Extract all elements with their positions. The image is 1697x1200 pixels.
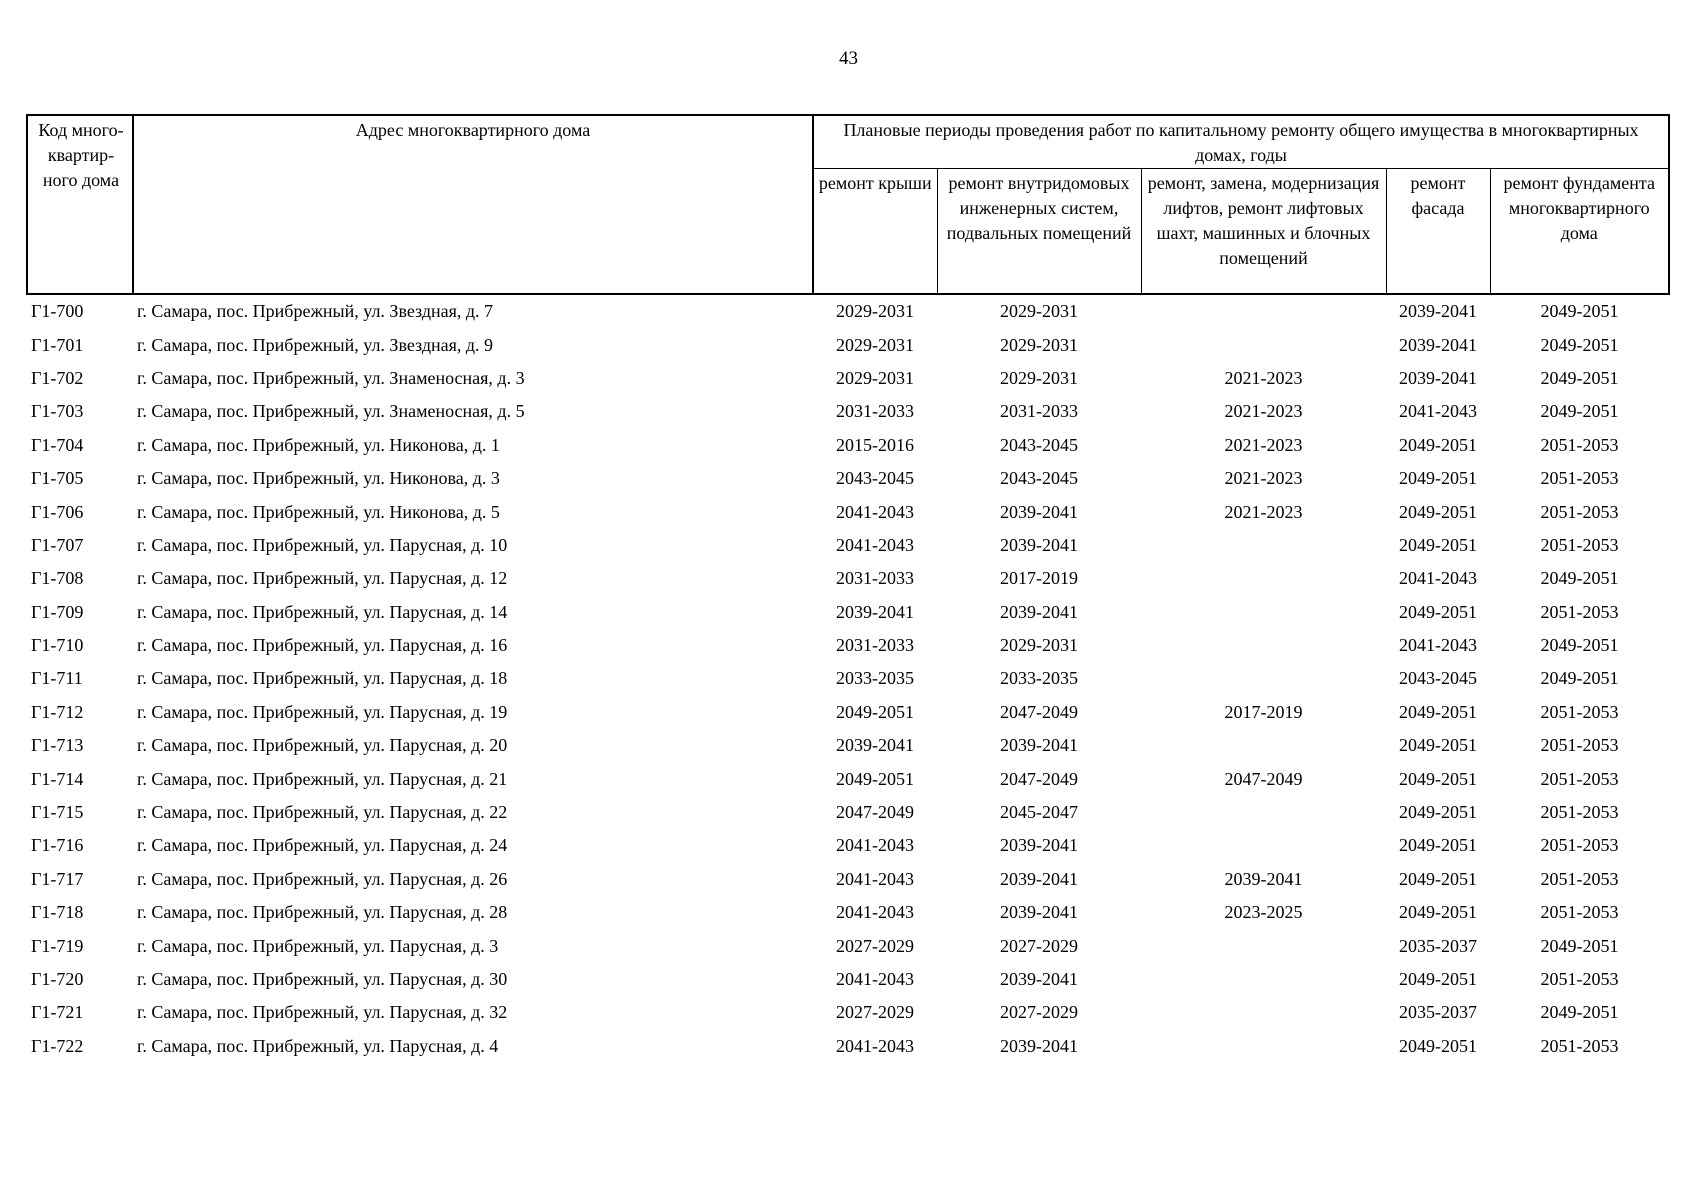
house-code-cell: Г1-709	[31, 601, 84, 622]
foundation-period-cell: 2051-2053	[1540, 701, 1619, 722]
facade-period-cell: 2049-2051	[1399, 802, 1477, 823]
address-cell: г. Самара, пос. Прибрежный, ул. Парусная, д. 26	[137, 868, 508, 889]
roof-period-cell: 2041-2043	[836, 501, 914, 522]
elevator-period-cell	[1141, 596, 1386, 629]
table-row	[27, 762, 1669, 795]
foundation-period-cell: 2049-2051	[1540, 935, 1619, 956]
table-row	[27, 294, 1669, 328]
facade-period-cell: 2049-2051	[1399, 735, 1477, 756]
table-row	[27, 429, 1669, 462]
foundation-period-cell: 2049-2051	[1540, 401, 1619, 422]
roof-period-cell: 2049-2051	[836, 701, 914, 722]
house-code-cell: Г1-722	[31, 1035, 84, 1056]
address-cell: г. Самара, пос. Прибрежный, ул. Парусная, д. 10	[137, 534, 508, 555]
roof-period-cell: 2027-2029	[836, 1002, 914, 1023]
elevator-period-cell: 2017-2019	[1224, 701, 1303, 722]
table-body	[27, 294, 1669, 1063]
table-row	[27, 896, 1669, 929]
house-code-cell: Г1-703	[31, 401, 84, 422]
elevator-period-cell: 2021-2023	[1224, 367, 1303, 388]
engineering-period-cell: 2047-2049	[1000, 768, 1078, 789]
facade-period-cell: 2049-2051	[1399, 534, 1477, 555]
foundation-period-cell: 2049-2051	[1540, 568, 1619, 589]
address-cell: г. Самара, пос. Прибрежный, ул. Никонова, д. 5	[137, 501, 500, 522]
address-cell: г. Самара, пос. Прибрежный, ул. Парусная, д. 20	[137, 735, 508, 756]
house-code-cell: Г1-720	[31, 969, 84, 989]
address-cell: г. Самара, пос. Прибрежный, ул. Никонова, д. 1	[137, 434, 500, 455]
address-cell: г. Самара, пос. Прибрежный, ул. Знаменосная, д. 3	[137, 367, 525, 388]
elevator-period-cell	[1141, 562, 1386, 595]
table-row	[27, 829, 1669, 862]
header-roof: ремонт крыши	[813, 169, 937, 295]
address-cell: г. Самара, пос. Прибрежный, ул. Парусная, д. 21	[137, 768, 508, 789]
address-cell: г. Самара, пос. Прибрежный, ул. Звездная, д. 9	[137, 334, 494, 355]
elevator-period-cell	[1141, 963, 1386, 996]
house-code-cell: Г1-702	[31, 367, 84, 388]
roof-period-cell: 2039-2041	[836, 601, 914, 622]
engineering-period-cell: 2039-2041	[1000, 902, 1078, 923]
facade-period-cell: 2041-2043	[1399, 568, 1477, 589]
engineering-period-cell: 2039-2041	[1000, 868, 1078, 889]
elevator-period-cell: 2021-2023	[1224, 434, 1303, 455]
table-row	[27, 462, 1669, 495]
facade-period-cell: 2049-2051	[1399, 868, 1477, 889]
roof-period-cell: 2029-2031	[836, 334, 914, 355]
facade-period-cell: 2035-2037	[1399, 1002, 1477, 1023]
facade-period-cell: 2035-2037	[1399, 935, 1477, 956]
foundation-period-cell: 2049-2051	[1540, 1002, 1619, 1023]
house-code-cell: Г1-717	[31, 868, 84, 889]
table-header	[27, 115, 1669, 294]
engineering-period-cell: 2031-2033	[1000, 401, 1078, 422]
elevator-period-cell	[1141, 829, 1386, 862]
address-cell: г. Самара, пос. Прибрежный, ул. Парусная, д. 16	[137, 635, 508, 656]
roof-period-cell: 2031-2033	[836, 401, 914, 422]
elevator-period-cell: 2023-2025	[1224, 902, 1303, 923]
elevator-period-cell	[1141, 929, 1386, 962]
roof-period-cell: 2041-2043	[836, 868, 914, 889]
elevator-period-cell	[1141, 662, 1386, 695]
address-cell: г. Самара, пос. Прибрежный, ул. Парусная, д. 14	[137, 601, 508, 622]
engineering-period-cell: 2017-2019	[1000, 568, 1078, 589]
roof-period-cell: 2029-2031	[836, 301, 914, 322]
address-cell: г. Самара, пос. Прибрежный, ул. Парусная, д. 3	[137, 935, 499, 956]
facade-period-cell: 2049-2051	[1399, 701, 1477, 722]
foundation-period-cell: 2049-2051	[1540, 301, 1619, 322]
house-code-cell: Г1-706	[31, 501, 84, 522]
roof-period-cell: 2031-2033	[836, 568, 914, 589]
table-row	[27, 729, 1669, 762]
house-code-cell: Г1-712	[31, 701, 84, 722]
table-row	[27, 495, 1669, 528]
engineering-period-cell: 2029-2031	[1000, 367, 1078, 388]
table-row	[27, 929, 1669, 962]
page-number: 43	[839, 48, 858, 69]
house-code-cell: Г1-701	[31, 334, 84, 355]
table-row	[27, 395, 1669, 428]
table-row	[27, 863, 1669, 896]
house-code-cell: Г1-719	[31, 935, 84, 956]
engineering-period-cell: 2039-2041	[1000, 534, 1078, 555]
house-code-cell: Г1-721	[31, 1002, 84, 1023]
address-cell: г. Самара, пос. Прибрежный, ул. Звездная, д. 7	[137, 301, 494, 322]
house-code-cell: Г1-714	[31, 768, 84, 789]
facade-period-cell: 2049-2051	[1399, 902, 1477, 923]
roof-period-cell: 2015-2016	[836, 434, 914, 455]
engineering-period-cell: 2043-2045	[1000, 434, 1078, 455]
facade-period-cell: 2049-2051	[1399, 468, 1477, 489]
header-address: Адрес многоквартирного дома	[133, 115, 813, 294]
engineering-period-cell: 2039-2041	[1000, 501, 1078, 522]
table-row	[27, 629, 1669, 662]
foundation-period-cell: 2051-2053	[1540, 902, 1619, 923]
table-row	[27, 996, 1669, 1029]
address-cell: г. Самара, пос. Прибрежный, ул. Парусная, д. 12	[137, 568, 508, 589]
elevator-period-cell	[1141, 796, 1386, 829]
facade-period-cell: 2041-2043	[1399, 635, 1477, 656]
foundation-period-cell: 2049-2051	[1540, 635, 1619, 656]
engineering-period-cell: 2027-2029	[1000, 935, 1078, 956]
house-code-cell: Г1-708	[31, 568, 84, 589]
header-facade: ремонт фасада	[1386, 169, 1490, 295]
address-cell: г. Самара, пос. Прибрежный, ул. Парусная, д. 28	[137, 902, 508, 923]
elevator-period-cell: 2021-2023	[1224, 401, 1303, 422]
elevator-period-cell: 2039-2041	[1224, 868, 1303, 889]
engineering-period-cell: 2039-2041	[1000, 969, 1078, 989]
engineering-period-cell: 2029-2031	[1000, 635, 1078, 656]
elevator-period-cell	[1141, 1030, 1386, 1063]
facade-period-cell: 2049-2051	[1399, 601, 1477, 622]
house-code-cell: Г1-710	[31, 635, 84, 656]
facade-period-cell: 2039-2041	[1399, 334, 1477, 355]
house-code-cell: Г1-718	[31, 902, 84, 923]
roof-period-cell: 2031-2033	[836, 635, 914, 656]
roof-period-cell: 2041-2043	[836, 969, 914, 989]
elevator-period-cell	[1141, 294, 1386, 328]
foundation-period-cell: 2051-2053	[1540, 468, 1619, 489]
address-cell: г. Самара, пос. Прибрежный, ул. Парусная, д. 30	[137, 969, 508, 989]
house-code-cell: Г1-707	[31, 534, 84, 555]
table-row	[27, 1030, 1669, 1063]
engineering-period-cell: 2027-2029	[1000, 1002, 1078, 1023]
house-code-cell: Г1-705	[31, 468, 84, 489]
facade-period-cell: 2049-2051	[1399, 969, 1477, 989]
engineering-period-cell: 2039-2041	[1000, 1035, 1078, 1056]
engineering-period-cell: 2033-2035	[1000, 668, 1078, 689]
header-elevators: ремонт, замена, модернизация лифтов, ремонт лифтовых шахт, машинных и блочных помещений	[1141, 169, 1386, 295]
foundation-period-cell: 2051-2053	[1540, 434, 1619, 455]
facade-period-cell: 2049-2051	[1399, 768, 1477, 789]
foundation-period-cell: 2051-2053	[1540, 868, 1619, 889]
roof-period-cell: 2033-2035	[836, 668, 914, 689]
header-engineering: ремонт внутридомовых инженерных систем, подвальных помещений	[937, 169, 1141, 295]
address-cell: г. Самара, пос. Прибрежный, ул. Никонова, д. 3	[137, 468, 500, 489]
house-code-cell: Г1-715	[31, 802, 84, 823]
roof-period-cell: 2041-2043	[836, 534, 914, 555]
facade-period-cell: 2039-2041	[1399, 301, 1477, 322]
engineering-period-cell: 2039-2041	[1000, 735, 1078, 756]
elevator-period-cell: 2047-2049	[1224, 768, 1303, 789]
elevator-period-cell	[1141, 996, 1386, 1029]
house-code-cell: Г1-704	[31, 434, 84, 455]
roof-period-cell: 2041-2043	[836, 1035, 914, 1056]
foundation-period-cell: 2051-2053	[1540, 1035, 1619, 1056]
facade-period-cell: 2049-2051	[1399, 835, 1477, 856]
facade-period-cell: 2049-2051	[1399, 1035, 1477, 1056]
address-cell: г. Самара, пос. Прибрежный, ул. Знаменосная, д. 5	[137, 401, 525, 422]
house-code-cell: Г1-716	[31, 835, 84, 856]
roof-period-cell: 2027-2029	[836, 935, 914, 956]
foundation-period-cell: 2051-2053	[1540, 501, 1619, 522]
foundation-period-cell: 2051-2053	[1540, 735, 1619, 756]
facade-period-cell: 2049-2051	[1399, 501, 1477, 522]
address-cell: г. Самара, пос. Прибрежный, ул. Парусная, д. 18	[137, 668, 508, 689]
engineering-period-cell: 2045-2047	[1000, 802, 1078, 823]
foundation-period-cell: 2051-2053	[1540, 969, 1619, 989]
table-row	[27, 963, 1669, 996]
header-code: Код много-квартир-ного дома	[27, 115, 133, 294]
foundation-period-cell: 2049-2051	[1540, 668, 1619, 689]
engineering-period-cell: 2047-2049	[1000, 701, 1078, 722]
roof-period-cell: 2041-2043	[836, 902, 914, 923]
engineering-period-cell: 2029-2031	[1000, 334, 1078, 355]
roof-period-cell: 2039-2041	[836, 735, 914, 756]
header-foundation: ремонт фундамента многоквартирного дома	[1490, 169, 1669, 295]
table-row	[27, 662, 1669, 695]
table-row	[27, 696, 1669, 729]
address-cell: г. Самара, пос. Прибрежный, ул. Парусная, д. 22	[137, 802, 508, 823]
foundation-period-cell: 2049-2051	[1540, 367, 1619, 388]
foundation-period-cell: 2051-2053	[1540, 768, 1619, 789]
table-row	[27, 596, 1669, 629]
engineering-period-cell: 2039-2041	[1000, 835, 1078, 856]
address-cell: г. Самара, пос. Прибрежный, ул. Парусная, д. 19	[137, 701, 508, 722]
foundation-period-cell: 2051-2053	[1540, 835, 1619, 856]
elevator-period-cell	[1141, 529, 1386, 562]
elevator-period-cell	[1141, 328, 1386, 361]
roof-period-cell: 2047-2049	[836, 802, 914, 823]
capital-repair-schedule-table	[26, 114, 1670, 1063]
house-code-cell: Г1-700	[31, 301, 84, 322]
table-row	[27, 562, 1669, 595]
table-row	[27, 328, 1669, 361]
engineering-period-cell: 2029-2031	[1000, 301, 1078, 322]
foundation-period-cell: 2051-2053	[1540, 802, 1619, 823]
elevator-period-cell	[1141, 729, 1386, 762]
address-cell: г. Самара, пос. Прибрежный, ул. Парусная, д. 24	[137, 835, 508, 856]
foundation-period-cell: 2051-2053	[1540, 601, 1619, 622]
roof-period-cell: 2043-2045	[836, 468, 914, 489]
facade-period-cell: 2041-2043	[1399, 401, 1477, 422]
house-code-cell: Г1-713	[31, 735, 84, 756]
engineering-period-cell: 2043-2045	[1000, 468, 1078, 489]
roof-period-cell: 2041-2043	[836, 835, 914, 856]
engineering-period-cell: 2039-2041	[1000, 601, 1078, 622]
elevator-period-cell: 2021-2023	[1224, 468, 1303, 489]
foundation-period-cell: 2051-2053	[1540, 534, 1619, 555]
facade-period-cell: 2049-2051	[1399, 434, 1477, 455]
address-cell: г. Самара, пос. Прибрежный, ул. Парусная, д. 4	[137, 1035, 499, 1056]
roof-period-cell: 2049-2051	[836, 768, 914, 789]
table-row	[27, 796, 1669, 829]
foundation-period-cell: 2049-2051	[1540, 334, 1619, 355]
address-cell: г. Самара, пос. Прибрежный, ул. Парусная, д. 32	[137, 1002, 508, 1023]
elevator-period-cell: 2021-2023	[1224, 501, 1303, 522]
facade-period-cell: 2043-2045	[1399, 668, 1477, 689]
table-row	[27, 362, 1669, 395]
table-row	[27, 529, 1669, 562]
facade-period-cell: 2039-2041	[1399, 367, 1477, 388]
house-code-cell: Г1-711	[31, 668, 83, 689]
elevator-period-cell	[1141, 629, 1386, 662]
roof-period-cell: 2029-2031	[836, 367, 914, 388]
header-periods-group: Плановые периоды проведения работ по капитальному ремонту общего имущества в многоквартирных домах, годы	[813, 115, 1669, 169]
